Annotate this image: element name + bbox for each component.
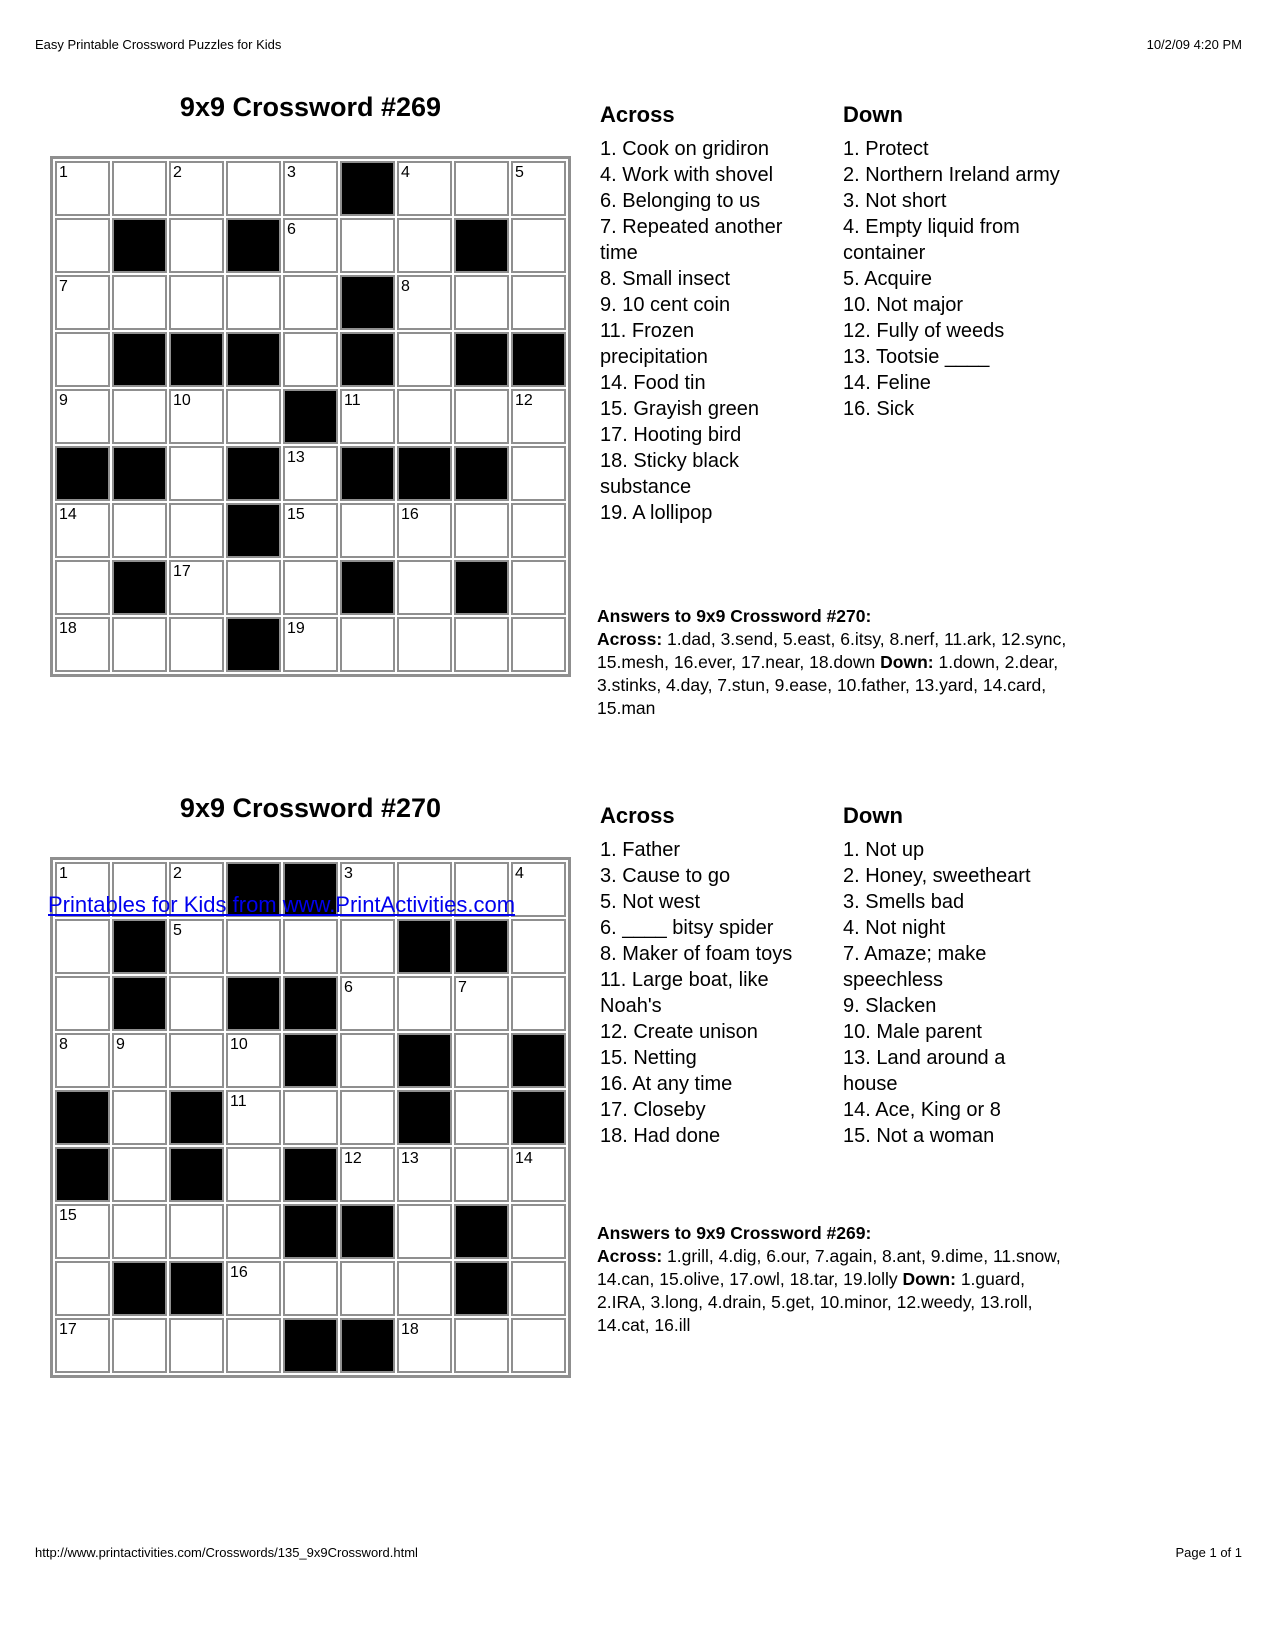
clue-item: 15. Netting <box>600 1047 697 1069</box>
grid-cell <box>169 617 224 672</box>
grid-cell <box>283 218 338 273</box>
grid-cell-black <box>454 1261 509 1316</box>
grid-cell <box>283 560 338 615</box>
cell-number: 12 <box>515 392 533 409</box>
footer-page-indicator: Page 1 of 1 <box>1175 1545 1242 1560</box>
grid-cell <box>397 1147 452 1202</box>
answers-heading: Answers to 9x9 Crossword #270: <box>597 606 872 626</box>
grid-cell <box>397 976 452 1031</box>
grid-cell-black <box>55 446 110 501</box>
grid-cell <box>55 560 110 615</box>
across-clue-list <box>600 136 805 526</box>
grid-cell-black <box>340 1204 395 1259</box>
clue-item: 5. Acquire <box>843 268 932 290</box>
clue-item: 7. Repeated another time <box>600 216 783 264</box>
clue-item: 8. Maker of foam toys <box>600 943 793 965</box>
grid-cell <box>283 161 338 216</box>
clue-item: 12. Fully of weeds <box>843 320 1005 342</box>
grid-cell <box>169 919 224 974</box>
grid-cell <box>169 1204 224 1259</box>
header-print-datetime: 10/2/09 4:20 PM <box>1146 37 1242 52</box>
grid-cell-black <box>169 1090 224 1145</box>
cell-number: 4 <box>401 164 410 181</box>
cell-number: 1 <box>59 164 68 181</box>
grid-cell <box>283 446 338 501</box>
cell-number: 14 <box>59 506 77 523</box>
grid-cell <box>397 1261 452 1316</box>
grid-cell <box>511 161 566 216</box>
grid-cell-black <box>112 446 167 501</box>
grid-cell <box>397 1318 452 1373</box>
cell-number: 17 <box>173 563 191 580</box>
grid-cell <box>397 275 452 330</box>
grid-cell <box>340 389 395 444</box>
cell-number: 3 <box>287 164 296 181</box>
grid-cell <box>397 389 452 444</box>
answers-across-label: Across: <box>597 1246 663 1266</box>
cell-number: 16 <box>401 506 419 523</box>
grid-cell <box>283 503 338 558</box>
grid-cell <box>55 617 110 672</box>
grid-cell <box>397 161 452 216</box>
clue-item: 16. Sick <box>843 398 915 420</box>
cell-number: 19 <box>287 620 305 637</box>
cell-number: 13 <box>287 449 305 466</box>
grid-cell <box>55 218 110 273</box>
cell-number: 15 <box>59 1207 77 1224</box>
clue-item: 1. Not up <box>843 839 925 861</box>
grid-cell <box>511 275 566 330</box>
grid-cell-black <box>55 1090 110 1145</box>
cell-number: 12 <box>344 1150 362 1167</box>
answers-down-label: Down: <box>902 1269 956 1289</box>
puzzle-title-270: 9x9 Crossword #270 <box>179 793 442 823</box>
clue-item: 10. Not major <box>843 294 964 316</box>
printactivities-link[interactable]: Printables for Kids from www.PrintActivities.com <box>48 892 516 917</box>
grid-cell <box>340 919 395 974</box>
grid-cell <box>55 1318 110 1373</box>
grid-cell-black <box>226 446 281 501</box>
across-header: Across <box>600 102 675 127</box>
grid-cell <box>454 389 509 444</box>
grid-cell-black <box>511 1090 566 1145</box>
cell-number: 10 <box>173 392 191 409</box>
grid-cell <box>55 389 110 444</box>
grid-cell-black <box>226 218 281 273</box>
clue-item: 15. Not a woman <box>843 1125 995 1147</box>
cell-number: 2 <box>173 164 182 181</box>
cell-number: 5 <box>173 922 182 939</box>
across-clues-column-270 <box>600 803 805 1149</box>
cell-number: 5 <box>515 164 524 181</box>
grid-cell <box>55 1033 110 1088</box>
cell-number: 9 <box>59 392 68 409</box>
grid-cell <box>169 1033 224 1088</box>
across-header: Across <box>600 803 675 828</box>
grid-cell-black <box>169 1147 224 1202</box>
grid-cell-black <box>511 332 566 387</box>
grid-cell <box>226 1033 281 1088</box>
grid-cell <box>511 503 566 558</box>
grid-cell <box>454 275 509 330</box>
cell-number: 11 <box>344 392 361 409</box>
grid-cell <box>226 560 281 615</box>
cell-number: 11 <box>230 1093 247 1110</box>
cell-number: 8 <box>59 1036 68 1053</box>
cell-number: 1 <box>59 865 68 882</box>
clue-item: 3. Not short <box>843 190 947 212</box>
clue-item: 1. Father <box>600 839 681 861</box>
grid-cell-black <box>283 976 338 1031</box>
grid-cell-black <box>340 161 395 216</box>
clue-item: 1. Protect <box>843 138 929 160</box>
grid-cell-black <box>340 446 395 501</box>
clue-item: 12. Create unison <box>600 1021 758 1043</box>
grid-cell <box>226 389 281 444</box>
header-document-title: Easy Printable Crossword Puzzles for Kids <box>35 37 282 52</box>
clue-item: 3. Smells bad <box>843 891 965 913</box>
grid-cell <box>511 862 566 917</box>
clue-item: 15. Grayish green <box>600 398 759 420</box>
grid-cell <box>112 1147 167 1202</box>
grid-cell <box>340 976 395 1031</box>
grid-cell <box>340 1261 395 1316</box>
answers-across-values: 1.grill, 4.dig, 6.our, 7.again, 8.ant, 9.dime, 11.snow, 14.can, 15.olive, 17.owl, 18.tar, 19.lolly <box>597 1246 1061 1289</box>
clue-item: 1. Cook on gridiron <box>600 138 769 160</box>
grid-cell-black <box>454 1204 509 1259</box>
puzzle-section-270 <box>0 701 1275 1401</box>
clue-item: 3. Cause to go <box>600 865 731 887</box>
cell-number: 10 <box>230 1036 248 1053</box>
grid-cell <box>511 389 566 444</box>
grid-cell-black <box>340 275 395 330</box>
clue-item: 4. Empty liquid from container <box>843 216 1020 264</box>
grid-cell <box>112 1090 167 1145</box>
clue-item: 4. Not night <box>843 917 946 939</box>
grid-cell <box>511 1318 566 1373</box>
grid-cell <box>454 1033 509 1088</box>
cell-number: 18 <box>59 620 77 637</box>
clue-item: 8. Small insect <box>600 268 731 290</box>
clue-item: 16. At any time <box>600 1073 733 1095</box>
grid-cell <box>169 503 224 558</box>
grid-cell <box>169 976 224 1031</box>
grid-cell <box>169 1318 224 1373</box>
clue-item: 7. Amaze; make speechless <box>843 943 987 991</box>
grid-cell <box>511 218 566 273</box>
grid-cell <box>397 560 452 615</box>
cell-number: 7 <box>59 278 68 295</box>
grid-cell-black <box>112 560 167 615</box>
grid-cell <box>511 617 566 672</box>
grid-cell <box>226 161 281 216</box>
grid-cell <box>454 161 509 216</box>
clue-item: 11. Large boat, like Noah's <box>600 969 769 1017</box>
grid-cell <box>340 218 395 273</box>
clue-item: 17. Hooting bird <box>600 424 742 446</box>
grid-cell <box>112 161 167 216</box>
cell-number: 8 <box>401 278 410 295</box>
grid-cell <box>511 1204 566 1259</box>
cell-number: 13 <box>401 1150 419 1167</box>
down-clues-column-269 <box>843 102 1073 422</box>
clue-item: 13. Land around a house <box>843 1047 1006 1095</box>
grid-cell <box>511 560 566 615</box>
grid-cell <box>454 503 509 558</box>
across-clues-column-269 <box>600 102 805 526</box>
grid-cell-black <box>226 617 281 672</box>
cell-number: 9 <box>116 1036 125 1053</box>
grid-cell <box>112 1204 167 1259</box>
answers-heading: Answers to 9x9 Crossword #269: <box>597 1223 872 1243</box>
grid-cell-black <box>283 1033 338 1088</box>
grid-cell-black <box>112 332 167 387</box>
clue-item: 11. Frozen precipitation <box>600 320 708 368</box>
grid-cell-black <box>112 218 167 273</box>
grid-cell <box>226 275 281 330</box>
puzzle-title-269: 9x9 Crossword #269 <box>179 92 442 122</box>
grid-cell <box>397 332 452 387</box>
grid-cell <box>397 617 452 672</box>
grid-cell <box>169 218 224 273</box>
clue-item: 14. Ace, King or 8 <box>843 1099 1001 1121</box>
grid-cell-black <box>112 1261 167 1316</box>
down-clues-column-270 <box>843 803 1043 1149</box>
cell-number: 4 <box>515 865 524 882</box>
clue-item: 5. Not west <box>600 891 701 913</box>
grid-cell <box>340 617 395 672</box>
clue-item: 2. Honey, sweetheart <box>843 865 1031 887</box>
grid-cell <box>112 1033 167 1088</box>
clue-item: 17. Closeby <box>600 1099 706 1121</box>
grid-cell <box>112 617 167 672</box>
crossword-grid-slot-269 <box>50 156 571 677</box>
clue-item: 14. Food tin <box>600 372 706 394</box>
grid-cell <box>55 919 110 974</box>
grid-cell <box>169 560 224 615</box>
clue-item: 6. ____ bitsy spider <box>600 917 774 939</box>
grid-cell <box>169 389 224 444</box>
grid-cell-black <box>454 218 509 273</box>
grid-cell <box>511 976 566 1031</box>
grid-cell <box>397 503 452 558</box>
down-clue-list <box>843 837 1043 1149</box>
grid-cell <box>511 919 566 974</box>
footer-url: http://www.printactivities.com/Crosswords/135_9x9Crossword.html <box>35 1545 418 1560</box>
crossword-grid-slot-270 <box>50 857 571 1378</box>
grid-cell-black <box>283 1318 338 1373</box>
grid-cell-black <box>397 446 452 501</box>
grid-cell <box>169 446 224 501</box>
down-header: Down <box>843 803 903 828</box>
grid-cell <box>397 1204 452 1259</box>
grid-cell <box>454 976 509 1031</box>
grid-cell <box>112 503 167 558</box>
grid-cell <box>112 389 167 444</box>
grid-cell-black <box>397 1033 452 1088</box>
cell-number: 7 <box>458 979 467 996</box>
cell-number: 18 <box>401 1321 419 1338</box>
grid-cell-black <box>283 389 338 444</box>
grid-cell <box>511 1147 566 1202</box>
grid-cell <box>226 1261 281 1316</box>
answers-down-values: 1.down, 2.dear, 3.stinks, 4.day, 7.stun, 9.ease, 10.father, 13.yard, 14.card, 15.man <box>597 652 1059 718</box>
grid-cell <box>226 919 281 974</box>
grid-cell <box>283 332 338 387</box>
grid-cell <box>454 1318 509 1373</box>
answers-down-label: Down: <box>880 652 934 672</box>
grid-cell-black <box>55 1147 110 1202</box>
grid-cell <box>283 1090 338 1145</box>
grid-cell-black <box>340 560 395 615</box>
cell-number: 15 <box>287 506 305 523</box>
grid-cell <box>55 1261 110 1316</box>
grid-cell <box>226 1204 281 1259</box>
grid-cell <box>283 617 338 672</box>
grid-cell <box>55 503 110 558</box>
grid-cell <box>283 919 338 974</box>
clue-item: 9. Slacken <box>843 995 937 1017</box>
grid-cell-black <box>397 1090 452 1145</box>
clue-item: 18. Had done <box>600 1125 721 1147</box>
grid-cell <box>226 1147 281 1202</box>
grid-cell-black <box>169 332 224 387</box>
grid-cell <box>454 617 509 672</box>
grid-cell <box>340 1090 395 1145</box>
clue-item: 14. Feline <box>843 372 931 394</box>
clue-item: 10. Male parent <box>843 1021 982 1043</box>
answers-text <box>597 1245 1067 1337</box>
answers-down-values: 1.guard, 2.IRA, 3.long, 4.drain, 5.get, 10.minor, 12.weedy, 13.roll, 14.cat, 16.ill <box>597 1269 1033 1335</box>
grid-cell <box>397 218 452 273</box>
grid-cell-black <box>226 976 281 1031</box>
grid-cell <box>112 275 167 330</box>
clue-item: 9. 10 cent coin <box>600 294 731 316</box>
clue-item: 4. Work with shovel <box>600 164 774 186</box>
grid-cell <box>511 446 566 501</box>
answers-block-269 <box>597 1222 1067 1337</box>
grid-cell <box>511 1261 566 1316</box>
grid-cell-black <box>454 919 509 974</box>
cell-number: 16 <box>230 1264 248 1281</box>
cell-number: 6 <box>287 221 296 238</box>
grid-cell <box>55 1204 110 1259</box>
crossword-grid-269 <box>50 156 571 677</box>
grid-cell <box>55 332 110 387</box>
cell-number: 3 <box>344 865 353 882</box>
across-clue-list <box>600 837 805 1149</box>
down-clue-list <box>843 136 1073 422</box>
grid-cell-black <box>397 919 452 974</box>
cell-number: 2 <box>173 865 182 882</box>
grid-cell-black <box>454 332 509 387</box>
grid-cell <box>169 161 224 216</box>
clue-item: 6. Belonging to us <box>600 190 761 212</box>
cell-number: 6 <box>344 979 353 996</box>
answers-across-label: Across: <box>597 629 663 649</box>
grid-cell-black <box>340 1318 395 1373</box>
grid-cell-black <box>283 1204 338 1259</box>
grid-cell-black <box>112 976 167 1031</box>
grid-cell <box>55 275 110 330</box>
grid-cell <box>55 976 110 1031</box>
grid-cell-black <box>226 332 281 387</box>
grid-cell-black <box>226 503 281 558</box>
grid-cell <box>55 161 110 216</box>
grid-cell <box>340 503 395 558</box>
clue-item: 13. Tootsie ____ <box>843 346 990 368</box>
down-header: Down <box>843 102 903 127</box>
grid-cell <box>226 1090 281 1145</box>
grid-cell <box>112 1318 167 1373</box>
grid-cell-black <box>454 446 509 501</box>
grid-cell <box>226 1318 281 1373</box>
grid-cell <box>283 275 338 330</box>
grid-cell <box>454 1147 509 1202</box>
clue-item: 2. Northern Ireland army <box>843 164 1060 186</box>
clue-item: 19. A lollipop <box>600 502 713 524</box>
grid-cell-black <box>283 1147 338 1202</box>
grid-cell-black <box>169 1261 224 1316</box>
grid-cell-black <box>511 1033 566 1088</box>
grid-cell <box>340 1033 395 1088</box>
grid-cell-black <box>340 332 395 387</box>
cell-number: 17 <box>59 1321 77 1338</box>
cell-number: 14 <box>515 1150 533 1167</box>
grid-cell-black <box>112 919 167 974</box>
puzzle-section-269 <box>0 0 1275 718</box>
grid-cell <box>169 275 224 330</box>
crossword-grid-270 <box>50 857 571 1378</box>
grid-cell-black <box>454 560 509 615</box>
grid-cell <box>340 1147 395 1202</box>
grid-cell <box>454 1090 509 1145</box>
clue-item: 18. Sticky black substance <box>600 450 739 498</box>
grid-cell <box>283 1261 338 1316</box>
answers-across-values: 1.dad, 3.send, 5.east, 6.itsy, 8.nerf, 11.ark, 12.sync, 15.mesh, 16.ever, 17.near, 18.down <box>597 629 1067 672</box>
